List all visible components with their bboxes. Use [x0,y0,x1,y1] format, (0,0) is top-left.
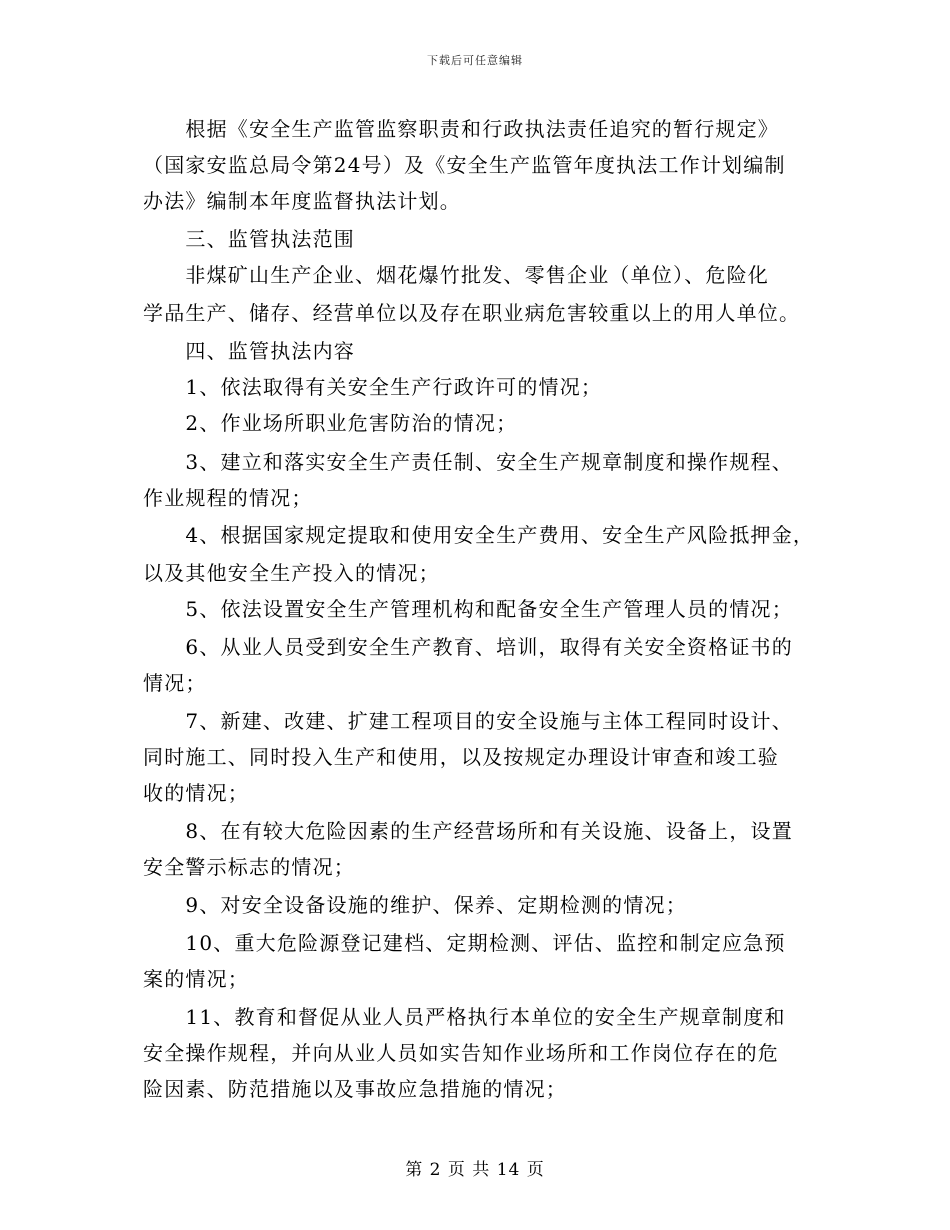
list-item: 11、教育和督促从业人员严格执行本单位的安全生产规章制度和 [143,1005,786,1029]
list-item: 1、依法取得有关安全生产行政许可的情况； [143,375,603,399]
list-item: 7、新建、改建、扩建工程项目的安全设施与主体工程同时设计、 [143,709,793,733]
list-item: 9、对安全设备设施的维护、保养、定期检测的情况； [143,893,687,917]
body-line: 办法》编制本年度监督执法计划。 [143,189,461,213]
page-header: 下载后可任意编辑 [427,54,523,67]
list-item: 情况； [143,671,207,695]
list-item: 险因素、防范措施以及事故应急措施的情况； [143,1077,567,1101]
list-item: 5、依法设置安全生产管理机构和配备安全生产管理人员的情况； [143,597,793,621]
list-item: 6、从业人员受到安全生产教育、培训，取得有关安全资格证书的 [143,635,793,659]
list-item: 3、建立和落实安全生产责任制、安全生产规章制度和操作规程、 [143,450,793,474]
list-item: 案的情况； [143,967,249,991]
body-line: 根据《安全生产监管监察职责和行政执法责任追究的暂行规定》 [143,117,779,141]
body-line: 非煤矿山生产企业、烟花爆竹批发、零售企业（单位）、危险化 [143,263,769,287]
list-item: 8、在有较大危险因素的生产经营场所和有关设施、设备上，设置 [143,819,793,843]
list-item: 2、作业场所职业危害防治的情况； [143,411,518,435]
list-item: 收的情况； [143,781,249,805]
page-number: 第 2 页 共 14 页 [405,1160,545,1180]
list-item: 同时施工、同时投入生产和使用，以及按规定办理设计审查和竣工验 [143,745,779,769]
section-heading: 四、监管执法内容 [143,339,355,363]
list-item: 以及其他安全生产投入的情况； [143,561,440,585]
list-item: 安全操作规程，并向从业人员如实告知作业场所和工作岗位存在的危 [143,1041,779,1065]
section-heading: 三、监管执法范围 [143,227,355,251]
body-line: （国家安监总局令第24号）及《安全生产监管年度执法工作计划编制 [143,153,786,177]
list-item: 10、重大危险源登记建档、定期检测、评估、监控和制定应急预 [143,931,786,955]
list-item: 安全警示标志的情况； [143,855,355,879]
list-item: 作业规程的情况； [143,486,313,510]
list-item: 4、根据国家规定提取和使用安全生产费用、安全生产风险抵押金， [143,523,815,547]
body-line: 学品生产、储存、经营单位以及存在职业病危害较重以上的用人单位。 [143,301,801,325]
